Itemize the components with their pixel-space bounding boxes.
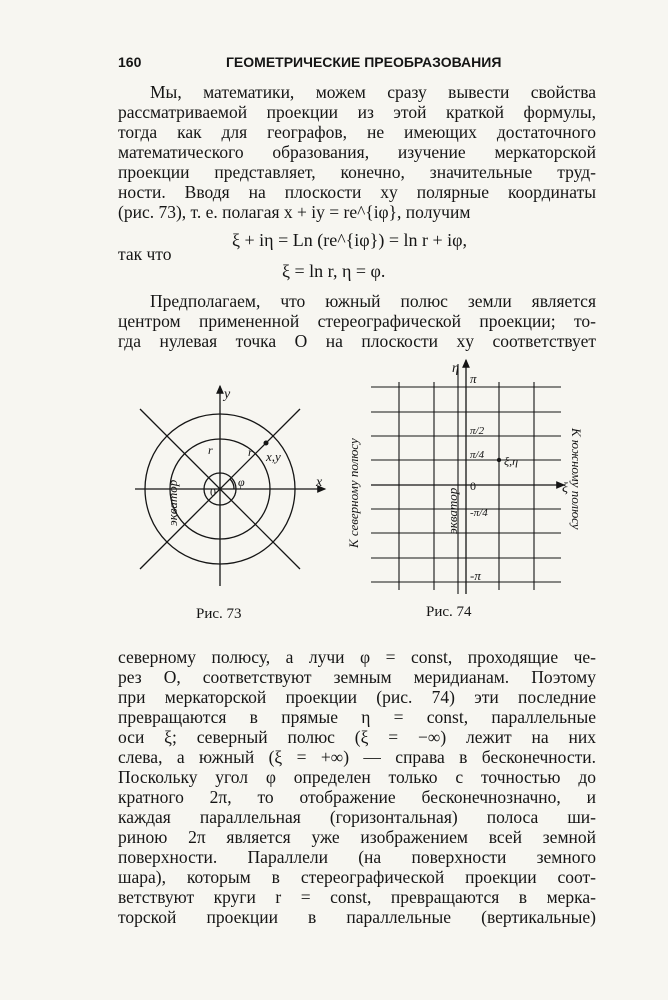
text-line: так что [118,244,172,264]
figure-74 [336,352,596,602]
y-label: y [224,387,231,402]
x-label: x [316,475,323,490]
text-line: Поскольку угол φ определен только с точностью до [118,767,596,787]
text-line: тогда как для географов, не имеющих достаточного [118,122,596,142]
text-line: (рис. 73), т. е. полагая x + iy = re^{iφ}, получим [118,202,471,222]
text-line: рассматриваемой проекции из этой краткой формулы, [118,102,596,122]
r-label: r [248,445,253,459]
text-line: каждая параллельная (горизонтальная) полоса ши- [118,807,596,827]
point-label: x,y [266,449,281,464]
pi-half-label: π/2 [470,425,485,437]
text-line: риною 2π является уже изображением всей земной [118,827,596,847]
polar-diagram [135,386,325,586]
figure-74-caption: Рис. 74 [426,604,472,620]
text-line: северному полюсу, а лучи φ = const, проходящие че- [118,647,596,667]
point-label: ξ,η [504,454,519,468]
text-line: шара), которым в стереографической проекции соот- [118,867,596,887]
text-line: Мы, математики, можем сразу вывести свойства [150,82,596,102]
minus-pi-label: -π [470,568,481,583]
north-pole-label: К северному полюсу [346,438,361,548]
page-number: 160 [118,54,142,70]
pi-quarter-label: π/4 [470,449,485,461]
text-line: слева, а южный (ξ = +∞) — справа в бесконечности. [118,747,596,767]
south-pole-label: К южному полюсу [569,428,584,530]
text-line: математического образования, изучение меркаторской [118,142,596,162]
equation-xi-eta: ξ = ln r, η = φ. [282,261,386,281]
equator-label: экватор [165,479,180,526]
xi-label: ξ [562,481,568,496]
text-line: рез O, соответствуют земным меридианам. Поэтому [118,667,596,687]
pi-label: π [470,371,477,386]
phi-label: φ [238,475,245,489]
text-line: превращаются в прямые η = const, параллельные [118,707,596,727]
text-line: ветствуют круги r = const, превращаются в мерка- [118,887,596,907]
text-line: гда нулевая точка O на плоскости xy соответствует [118,331,596,351]
figure-73 [120,376,340,606]
point-xy [264,441,269,446]
point-xi-eta [497,458,501,462]
text-line: поверхности. Параллели (на поверхности земного [118,847,596,867]
text-line: оси ξ; северный полюс (ξ = −∞) лежит на них [118,727,596,747]
running-title: ГЕОМЕТРИЧЕСКИЕ ПРЕОБРАЗОВАНИЯ [226,54,502,70]
equator-label: экватор [445,487,460,534]
zero-label: 0 [470,479,476,493]
eta-label: η [452,361,459,376]
text-line: кратного 2π, то отображение бесконечнозначно, и [118,787,596,807]
text-line: ности. Вводя на плоскости xy полярные координаты [118,182,596,202]
minus-pi-quarter-label: -π/4 [470,507,488,519]
text-line: торской проекции в параллельные (вертикальные) [118,907,596,927]
figure-73-caption: Рис. 73 [196,606,242,622]
equation-log: ξ + iη = Ln (re^{iφ}) = ln r + iφ, [232,230,468,250]
text-line: проекции представляет, конечно, значительные труд- [118,162,596,182]
text-line: Предполагаем, что южный полюс земли является [150,291,596,311]
text-line: при меркаторской проекции (рис. 74) эти последние [118,687,596,707]
mercator-grid [371,360,564,594]
origin-label: 0 [210,485,216,499]
r-label: r [208,443,213,457]
text-line: центром примененной стереографической проекции; то- [118,311,596,331]
